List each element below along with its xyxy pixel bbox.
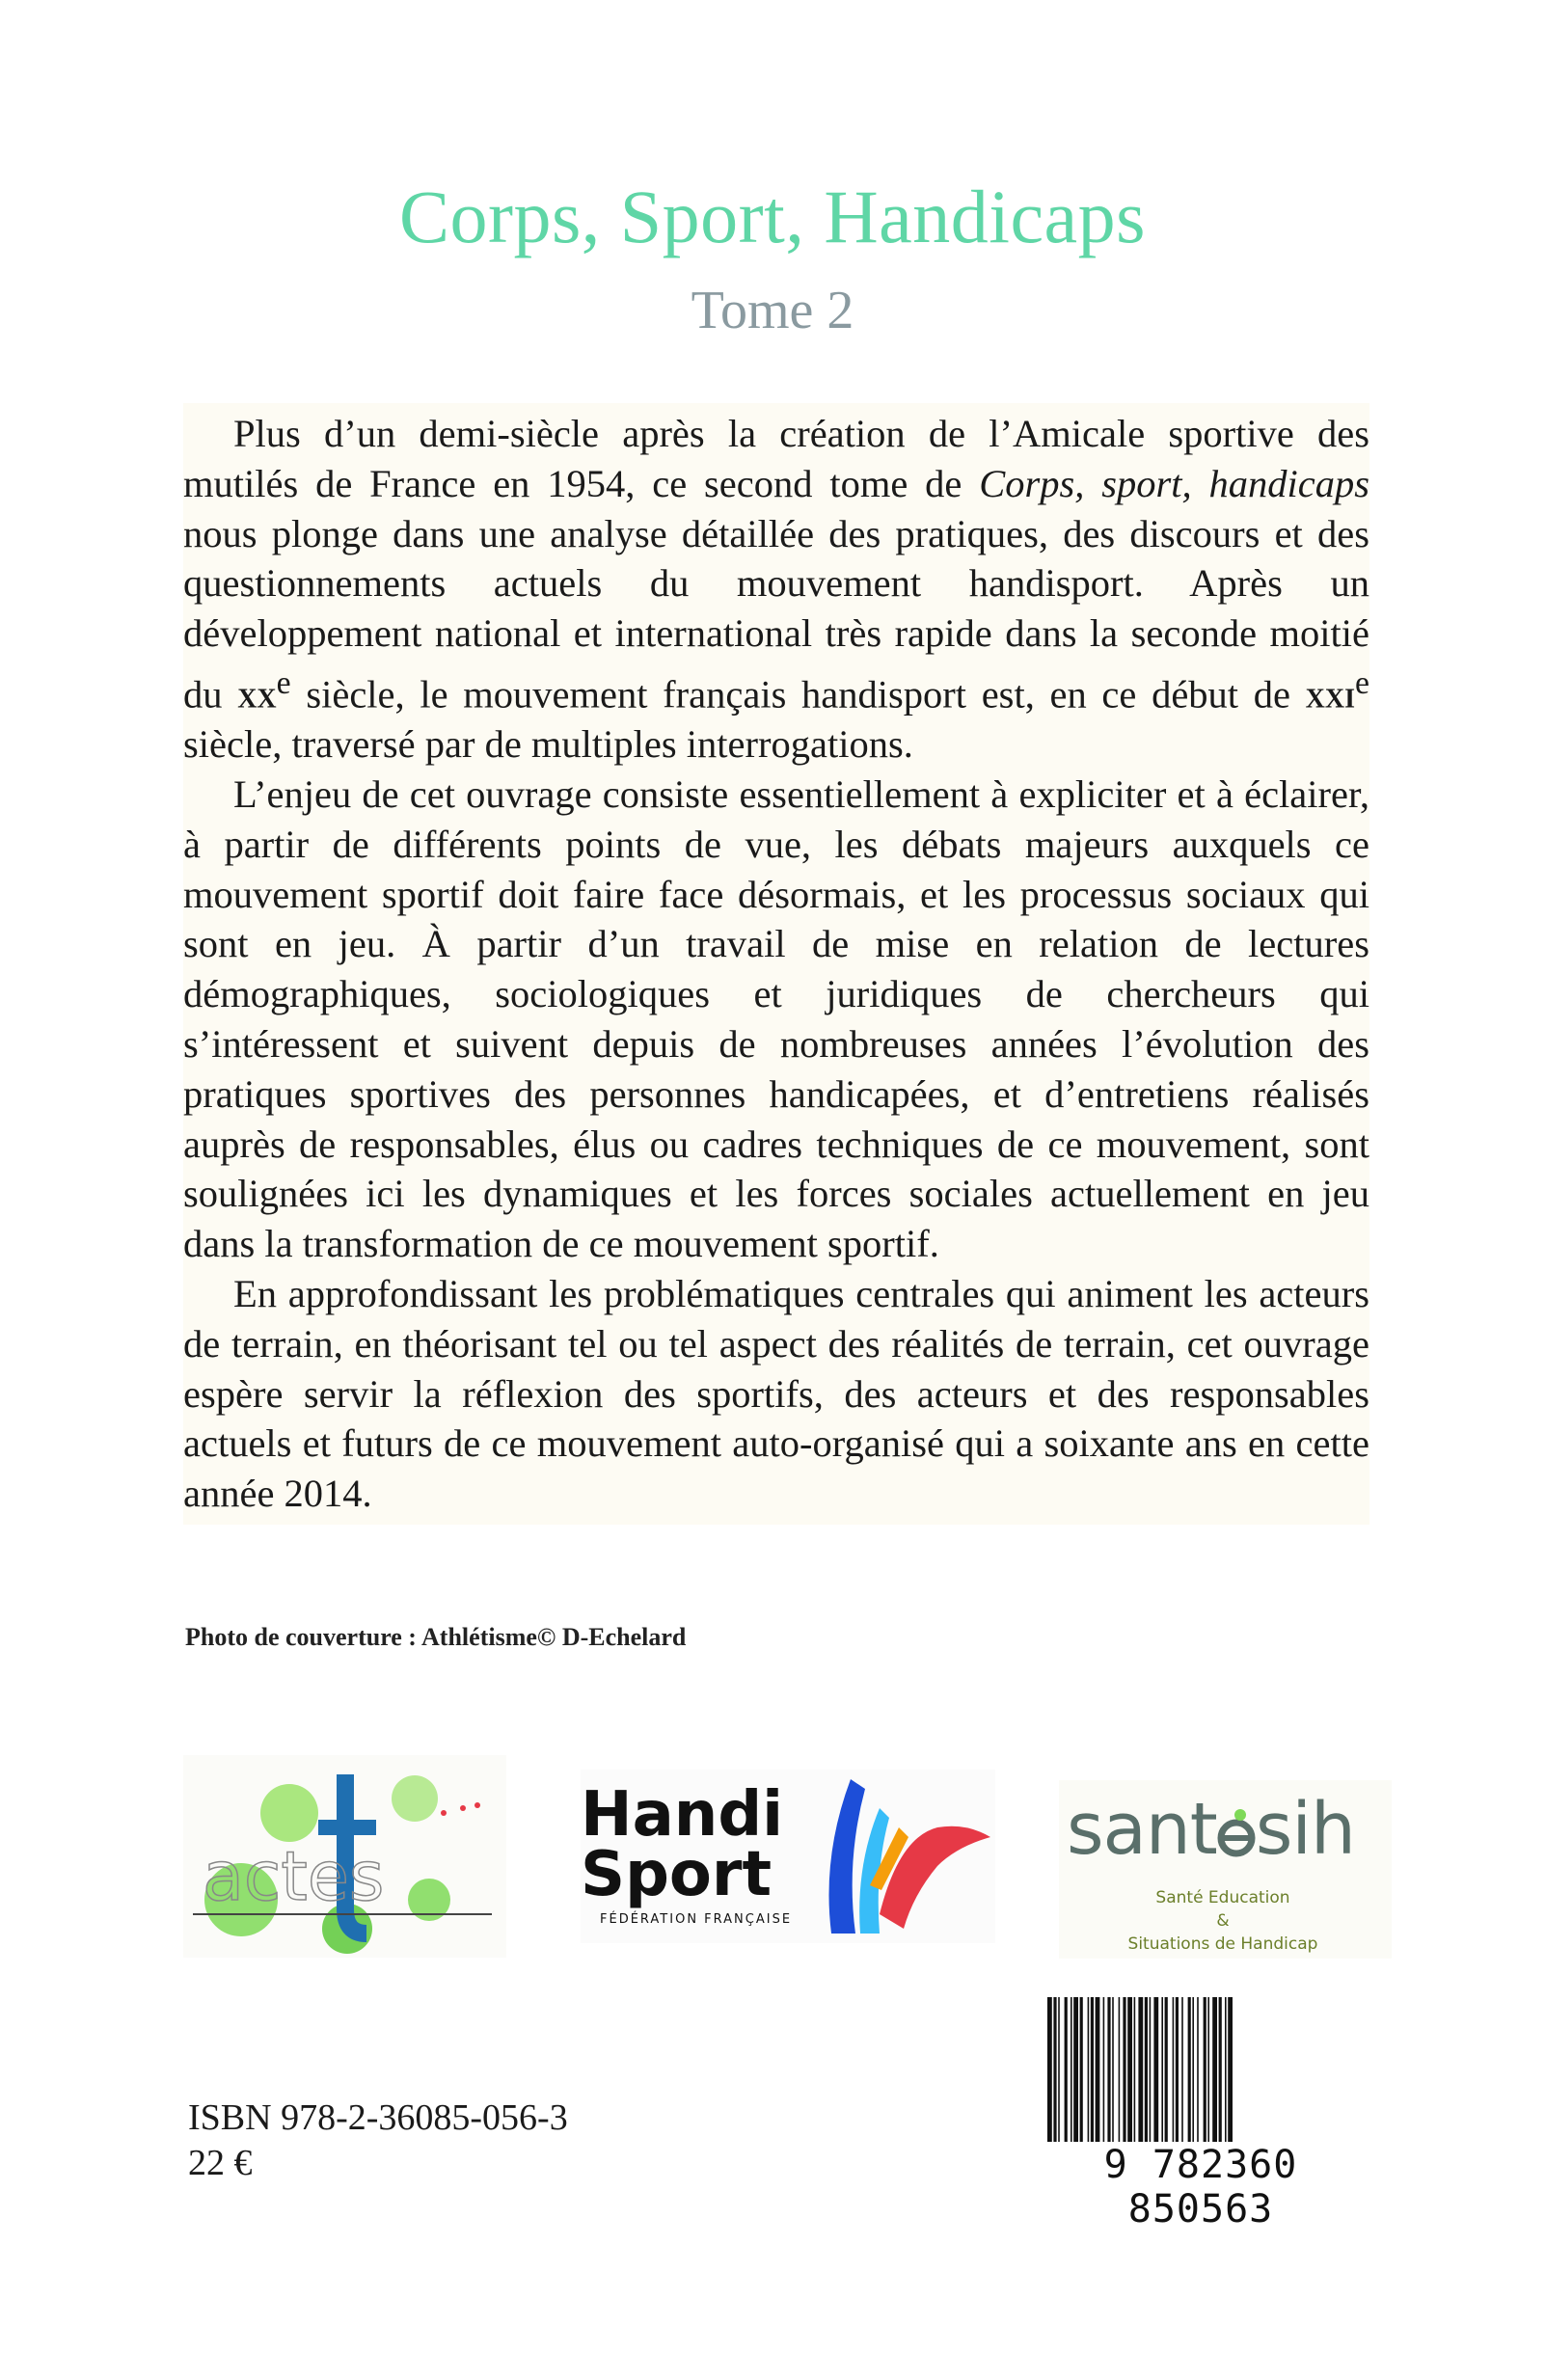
barcode-bar — [1103, 1997, 1105, 2142]
blurb-paragraph-1 — [183, 409, 1369, 770]
barcode-bar — [1053, 1997, 1056, 2142]
century-20: xx — [237, 672, 277, 717]
photo-credit: Photo de couverture : Athlétisme© D-Echelard — [185, 1623, 687, 1651]
santesih-tag-line3: Situations de Handicap — [1127, 1934, 1318, 1954]
isbn-text: ISBN 978-2-36085-056-3 — [188, 2097, 568, 2138]
book-subtitle: Tome 2 — [691, 281, 854, 340]
barcode-bar — [1150, 1997, 1152, 2142]
barcode-bar — [1058, 1997, 1060, 2142]
barcode-bar — [1119, 1997, 1121, 2142]
barcode-bar — [1219, 1997, 1222, 2142]
barcode-bar — [1065, 1997, 1068, 2142]
handisport-line2: Sport — [581, 1839, 772, 1910]
actes-logo-graphic — [183, 1755, 506, 1958]
santesih-e-icon — [1217, 1792, 1256, 1836]
barcode-bar — [1091, 1997, 1094, 2142]
santesih-tagline — [1098, 1886, 1348, 1956]
barcode-bar — [1123, 1997, 1125, 2142]
blurb-paragraph-2: L’enjeu de cet ouvrage consiste essentiellement à expliciter et à éclairer, à partir de différents points de vue, les débats majeurs auxquels ce mouvement sportif doit faire face désormais, et les processus sociaux qui sont en jeu. À partir d’un travail de mise en relation de lectures démographiques, sociologiques et juridiques de chercheurs qui s’intéressent et suivent depuis de nombreuses années l’évolution des pratiques sportives des personnes handicapées, et d’entretiens réalisés auprès de responsables, élus ou cadres techniques de ce mouvement, sont soulignées ici les dynamiques et les forces sociales actuellement en jeu dans la transformation de ce mouvement sportif. — [183, 772, 1369, 1266]
barcode-bar — [1192, 1997, 1194, 2142]
barcode-bar — [1138, 1997, 1143, 2142]
blurb-p1-book-name: Corps, sport, handicaps — [979, 461, 1369, 505]
barcode-bar — [1096, 1997, 1100, 2142]
barcode-bar — [1088, 1997, 1090, 2142]
barcode-bar — [1197, 1997, 1199, 2142]
century-21-sup: e — [1355, 664, 1369, 701]
blurb-p1-text-a: Plus d’un demi-siècle après la création de l’Amicale sportive des mutilés de France en 1954, ce second tome de — [183, 412, 1369, 505]
barcode-bar — [1181, 1997, 1183, 2142]
barcode-bar — [1176, 1997, 1179, 2142]
century-21: xxi — [1305, 672, 1356, 717]
barcode-bar — [1134, 1997, 1136, 2142]
santesih-word-start: sant — [1067, 1788, 1217, 1871]
blurb-p1-text-c: siècle, le mouvement français handisport est, en ce début de — [290, 672, 1306, 717]
barcode-bar — [1165, 1997, 1168, 2142]
barcode-bar — [1228, 1997, 1233, 2142]
handisport-logo — [581, 1770, 995, 1943]
barcode-bar — [1153, 1997, 1158, 2142]
barcode-bar — [1071, 1997, 1072, 2142]
barcode-bar — [1225, 1997, 1227, 2142]
barcode-bar — [1207, 1997, 1209, 2142]
price-text: 22 € — [188, 2143, 253, 2183]
barcode-bar — [1188, 1997, 1191, 2142]
actes-logo — [183, 1755, 506, 1958]
santesih-tag-line1: Santé Education — [1155, 1888, 1290, 1907]
barcode-bar — [1212, 1997, 1217, 2142]
handisport-swoosh-icon — [812, 1770, 995, 1943]
barcode-bar — [1107, 1997, 1110, 2142]
century-20-sup: e — [276, 664, 291, 701]
back-cover-blurb — [183, 403, 1369, 1525]
handisport-line1: Handi — [581, 1779, 784, 1851]
santesih-word-end: sih — [1255, 1788, 1355, 1871]
barcode-bar — [1047, 1997, 1052, 2142]
actes-logo-word: actes — [203, 1837, 385, 1916]
barcode-bar — [1204, 1997, 1206, 2142]
barcode-bar — [1145, 1997, 1148, 2142]
barcode-bar — [1112, 1997, 1114, 2142]
book-title: Corps, Sport, Handicaps — [398, 175, 1147, 258]
santesih-logo — [1059, 1780, 1392, 1959]
blurb-p1-text-d: siècle, traversé par de multiples interrogations. — [183, 722, 913, 767]
handisport-wordmark — [581, 1779, 784, 1910]
blurb-p1-text-b: nous plonge dans une analyse détaillée des pratiques, des discours et des questionnements actuels du mouvement handisport. Après un développement national et international très rapide dans la seconde moitié du — [183, 511, 1369, 717]
barcode-bar — [1073, 1997, 1078, 2142]
barcode-bar — [1127, 1997, 1132, 2142]
handisport-tagline: FÉDÉRATION FRANÇAISE — [600, 1912, 793, 1927]
barcode-bar — [1161, 1997, 1163, 2142]
santesih-wordmark — [1067, 1788, 1355, 1871]
barcode-bar — [1080, 1997, 1083, 2142]
barcode-digits: 9 782360 850563 — [1022, 2143, 1379, 2231]
barcode-bar — [1173, 1997, 1175, 2142]
blurb-paragraph-3: En approfondissant les problématiques centrales qui animent les acteurs de terrain, en théorisant tel ou tel aspect des réalités de terrain, cet ouvrage espère servir la réflexion des sportifs, des acteurs et des responsables actuels et futurs de ce mouvement auto-organisé qui a soixante ans en cette année 2014. — [183, 1272, 1369, 1516]
santesih-tag-line2: & — [1216, 1911, 1230, 1931]
